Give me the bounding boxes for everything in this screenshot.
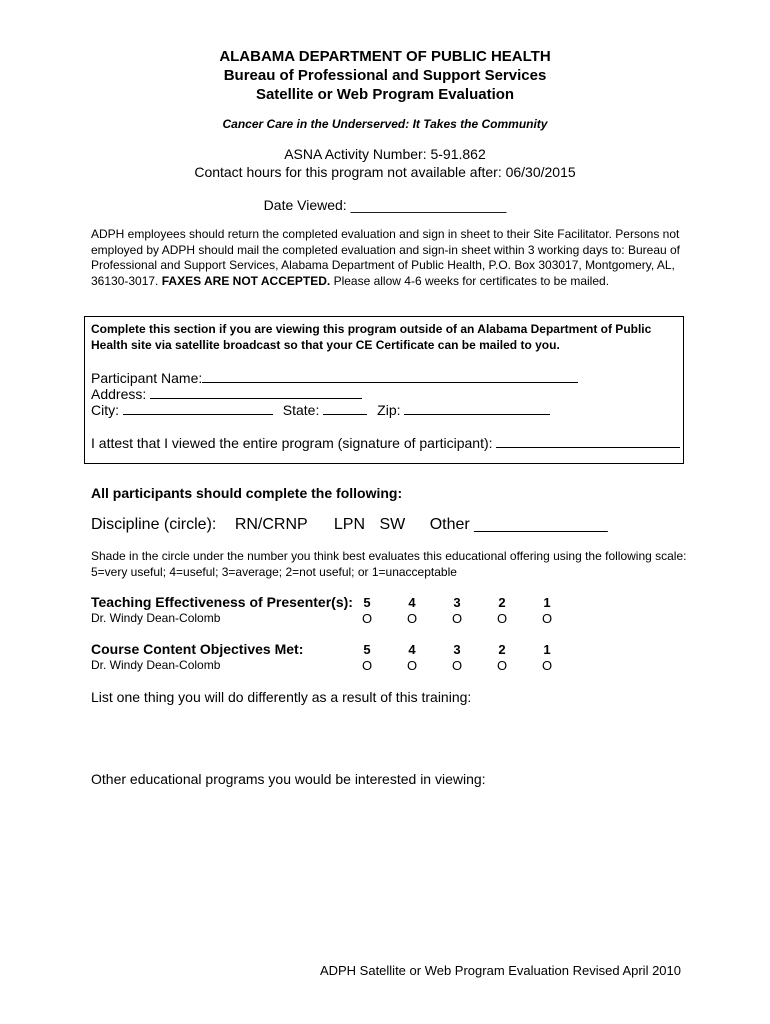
header-line-1: ALABAMA DEPARTMENT OF PUBLIC HEALTH [219,48,551,65]
rating-2-circle-3[interactable]: O [451,658,463,673]
ce-box-heading: Complete this section if you are viewing this program outside of an Alabama Department of Public Health site via satellite broadcast so that your CE Certificate can be mailed to you. [91,322,652,352]
rating-1-circle-5[interactable]: O [361,611,373,626]
header-line-3: Satellite or Web Program Evaluation [255,86,515,103]
rating-1-circle-1[interactable]: O [541,611,553,626]
city-field[interactable] [123,400,273,415]
discipline-other[interactable]: Other _______________ [429,516,608,533]
scale-instructions: Shade in the circle under the number you think best evaluates this educational offering using the following scale: 5=very useful; 4=useful; 3=average; 2=not useful; or 1=unacceptable [91,549,687,579]
attest-label: I attest that I viewed the entire program (signature of participant): [91,435,493,451]
rating-2-title: Course Content Objectives Met: [91,641,304,657]
rating-2-label-1: 1 [543,642,551,657]
rating-1-label-4: 4 [408,595,416,610]
rating-1-presenter: Dr. Windy Dean-Colomb [91,611,221,625]
rating-2-circle-2[interactable]: O [496,658,508,673]
discipline-sw[interactable]: SW [379,516,406,533]
zip-field[interactable] [404,400,550,415]
address-label: Address: [91,386,147,402]
discipline-label: Discipline (circle): [91,516,217,533]
discipline-row [91,516,608,534]
program-title: Cancer Care in the Underserved: It Takes the Community [222,117,548,131]
instructions-part-2: Please allow 4-6 weeks for certificates to be mailed. [333,273,610,288]
zip-label: Zip: [377,402,401,418]
city-state-zip-row [91,400,550,418]
rating-2-label-2: 2 [498,642,506,657]
rating-2-circle-1[interactable]: O [541,658,553,673]
participant-name-label: Participant Name: [91,370,203,386]
discipline-rn-crnp[interactable]: RN/CRNP [234,516,308,533]
discipline-lpn[interactable]: LPN [333,516,365,533]
rating-1-label-2: 2 [498,595,506,610]
ce-certificate-box [84,316,684,464]
address-field[interactable] [150,384,362,399]
rating-1-label-5: 5 [363,595,371,610]
instructions-part-1: ADPH employees should return the completed evaluation and sign in sheet to their Site Facilitator. Persons not employed by ADPH should mail the completed evaluation and sign-in sheet within 3 working days to: Bureau of Professional and Support Services, Alabama Department of Public Health, P.O. Box 303017, Montgomery, AL, 36130-3017. [91,227,681,288]
rating-2-label-4: 4 [408,642,416,657]
all-participants-heading: All participants should complete the following: [91,485,403,501]
asna-activity-number: ASNA Activity Number: 5-91.862 [284,146,486,162]
date-viewed: Date Viewed: ____________________ [263,197,507,213]
signature-field[interactable] [496,433,680,448]
rating-2-label-5: 5 [363,642,371,657]
faxes-not-accepted: FAXES ARE NOT ACCEPTED. [161,273,331,288]
header-line-2: Bureau of Professional and Support Services [223,67,547,84]
participant-name-field[interactable] [202,368,578,383]
attest-row [91,433,680,451]
rating-1-title: Teaching Effectiveness of Presenter(s): [91,594,353,610]
rating-1-circle-3[interactable]: O [451,611,463,626]
rating-1-circle-2[interactable]: O [496,611,508,626]
question-do-differently: List one thing you will do differently as a result of this training: [91,689,472,705]
question-other-programs: Other educational programs you would be interested in viewing: [91,771,486,787]
rating-2-presenter: Dr. Windy Dean-Colomb [91,658,221,672]
rating-1-label-1: 1 [543,595,551,610]
rating-2-circle-4[interactable]: O [406,658,418,673]
contact-hours: Contact hours for this program not available after: 06/30/2015 [194,164,576,180]
state-field[interactable] [323,400,367,415]
rating-1-label-3: 3 [453,595,461,610]
state-label: State: [282,402,320,418]
rating-1-circle-4[interactable]: O [406,611,418,626]
instructions-paragraph [91,227,681,289]
answer-other-programs[interactable] [91,790,681,940]
answer-do-differently[interactable] [91,708,681,764]
rating-2-label-3: 3 [453,642,461,657]
rating-2-circle-5[interactable]: O [361,658,373,673]
city-label: City: [91,402,119,418]
footer-revision: ADPH Satellite or Web Program Evaluation Revised April 2010 [319,963,681,978]
